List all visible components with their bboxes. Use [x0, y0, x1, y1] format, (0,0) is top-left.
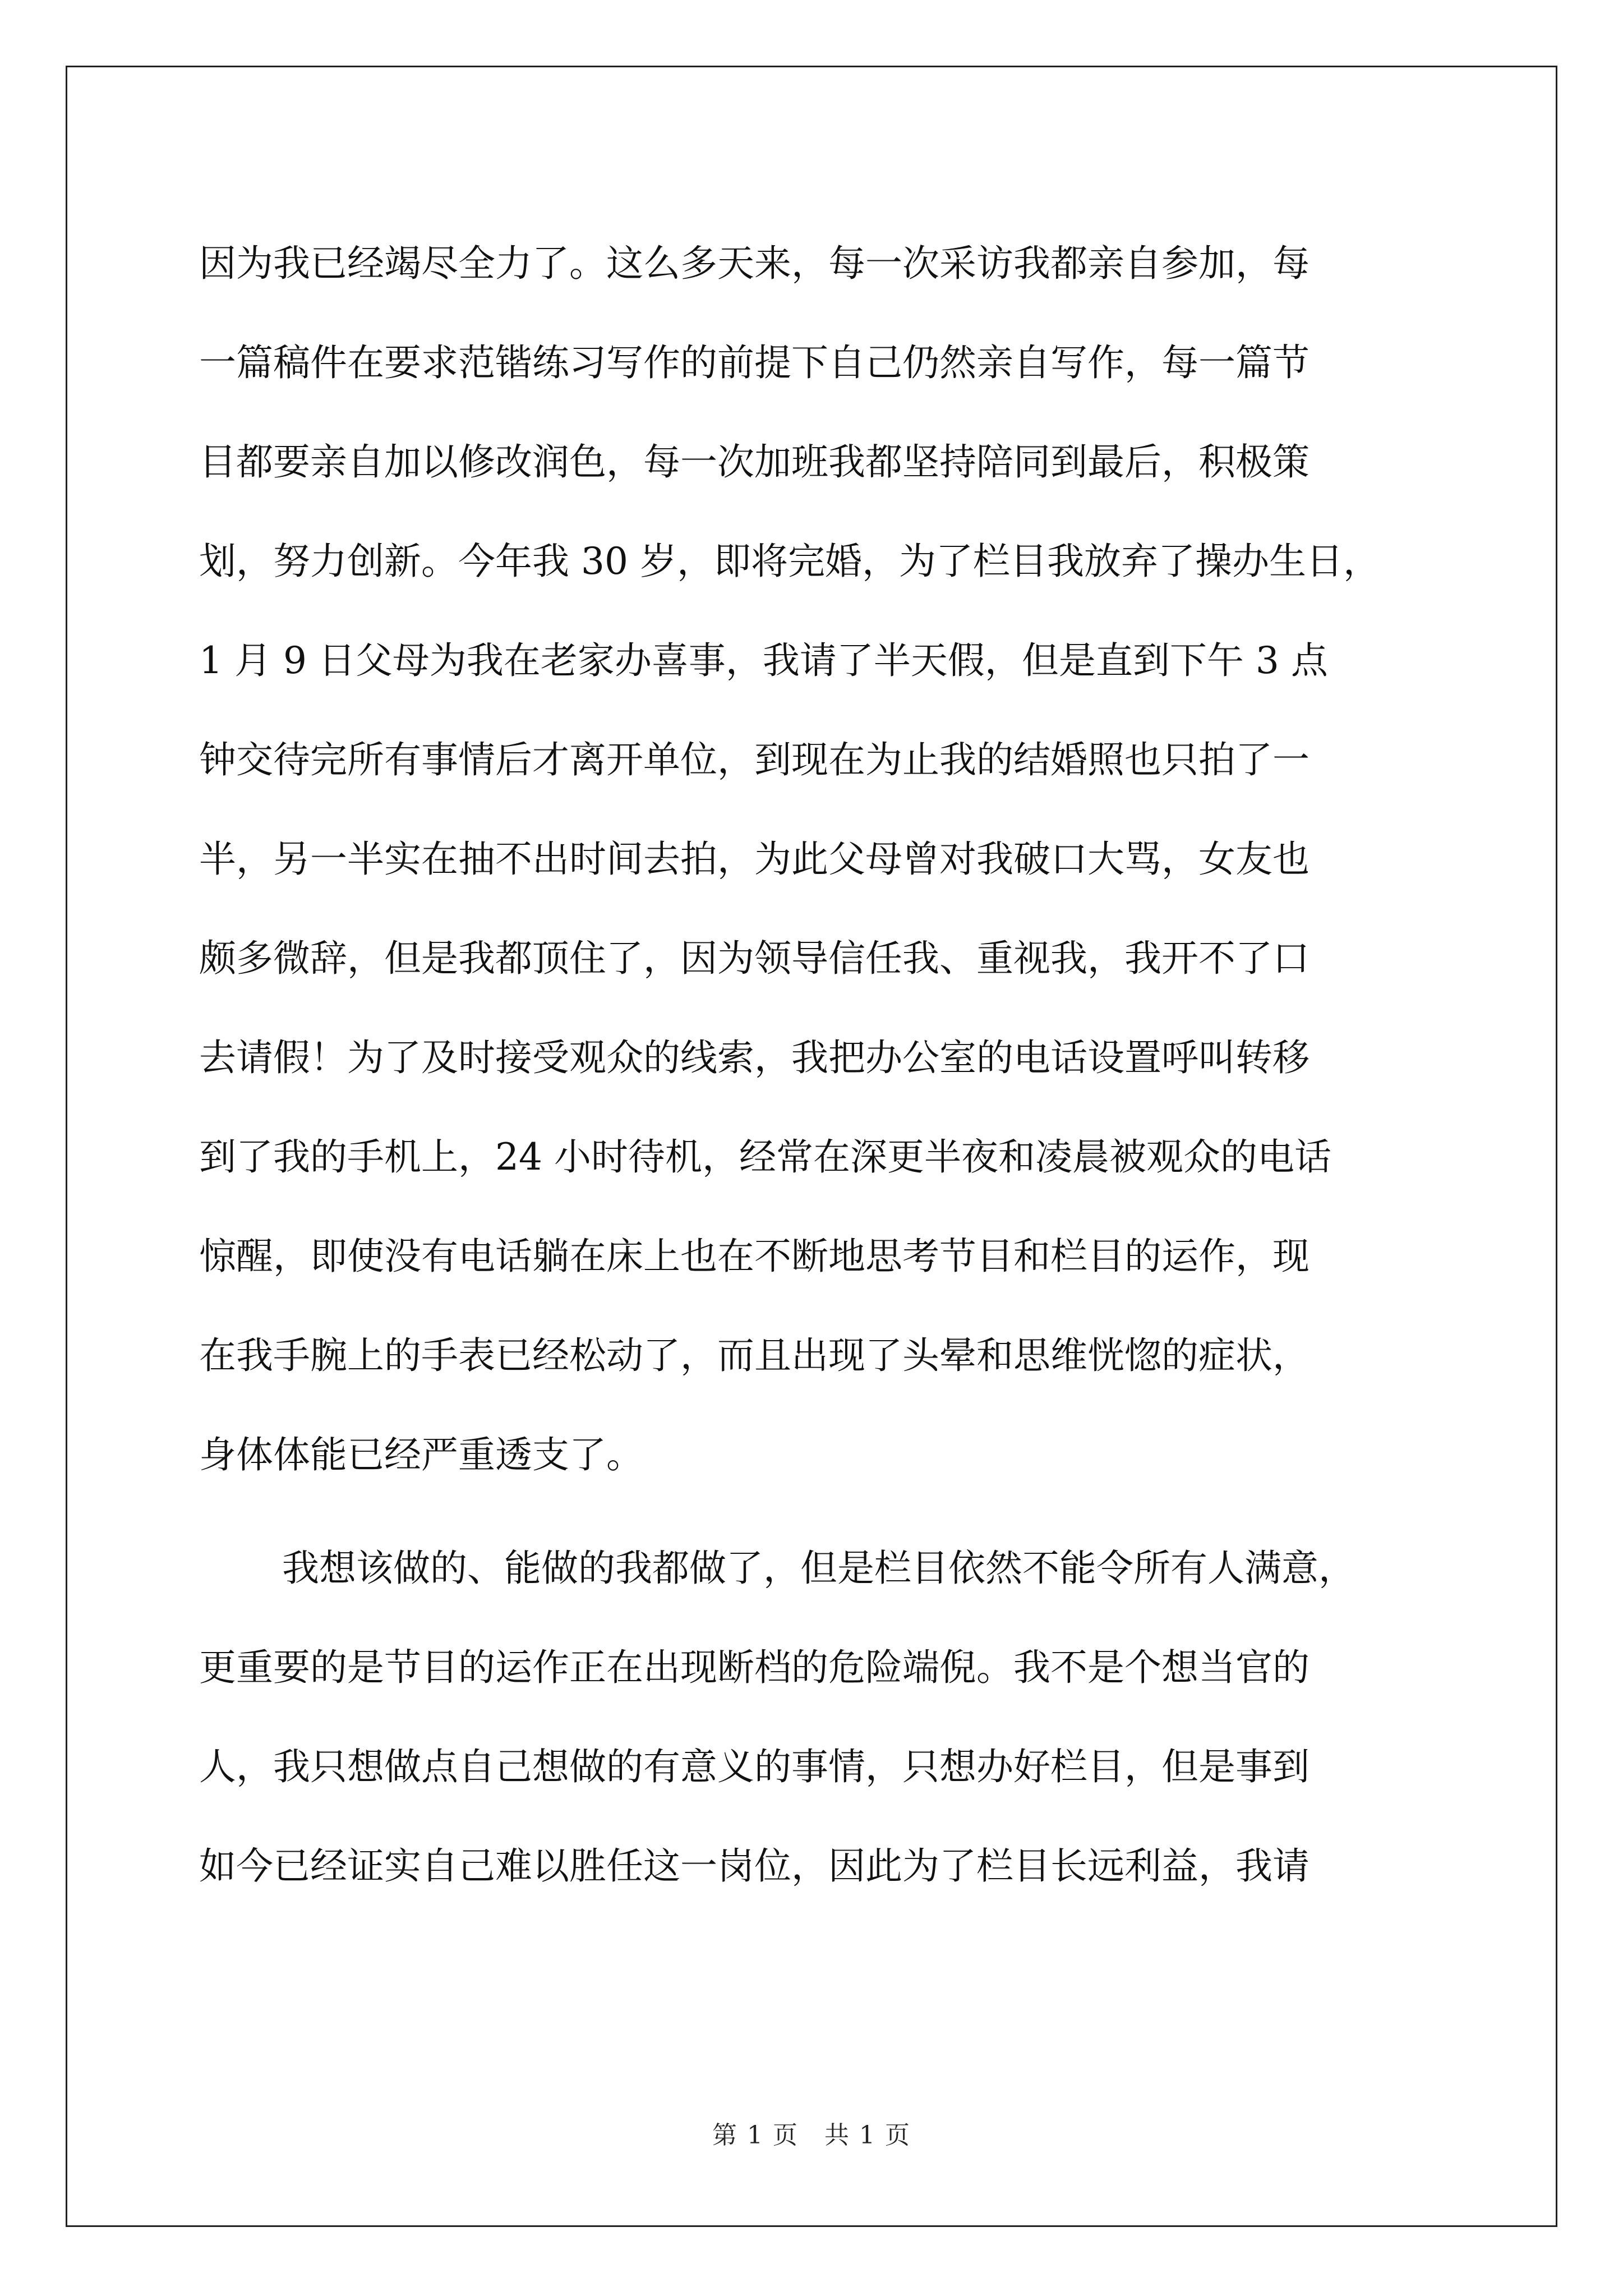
- text-line: 惊醒，即使没有电话躺在床上也在不断地思考节目和栏目的运作，现: [199, 1235, 1310, 1278]
- paragraph-2: [199, 1515, 1424, 1912]
- text-line: 到了我的手机上，24 小时待机，经常在深更半夜和凌晨被观众的电话: [199, 1135, 1331, 1179]
- paragraph-spacer: [199, 1501, 1424, 1515]
- text-line: 身体体能已经严重透支了。: [199, 1433, 643, 1476]
- text-line: 一篇稿件在要求范锴练习写作的前提下自己仍然亲自写作，每一篇节: [199, 341, 1310, 384]
- text-line: 我想该做的、能做的我都做了，但是栏目依然不能令所有人满意，: [282, 1547, 1355, 1590]
- text-line: 颇多微辞，但是我都顶住了，因为领导信任我、重视我，我开不了口: [199, 937, 1310, 980]
- text-line: 如今已经证实自己难以胜任这一岗位，因此为了栏目长远利益，我请: [199, 1844, 1310, 1888]
- document-body: [199, 210, 1424, 1912]
- text-line: 目都要亲自加以修改润色，每一次加班我都坚持陪同到最后，积极策: [199, 440, 1310, 484]
- paragraph-1: [199, 210, 1424, 1501]
- page-number-footer: 第 1 页 共 1 页: [712, 2121, 911, 2150]
- text-line: 半，另一半实在抽不出时间去拍，为此父母曾对我破口大骂，女友也: [199, 838, 1310, 881]
- text-line: 因为我已经竭尽全力了。这么多天来，每一次采访我都亲自参加，每: [199, 242, 1310, 285]
- text-line: 划，努力创新。今年我 30 岁，即将完婚，为了栏目我放弃了操办生日，: [199, 540, 1380, 583]
- text-line: 1 月 9 日父母为我在老家办喜事，我请了半天假，但是直到下午 3 点: [199, 639, 1328, 682]
- text-line: 人，我只想做点自己想做的有意义的事情，只想办好栏目，但是事到: [199, 1745, 1310, 1788]
- text-line: 更重要的是节目的运作正在出现断档的危险端倪。我不是个想当官的: [199, 1646, 1310, 1689]
- text-line: 去请假！为了及时接受观众的线索，我把办公室的电话设置呼叫转移: [199, 1036, 1310, 1079]
- text-line: 钟交待完所有事情后才离开单位，到现在为止我的结婚照也只拍了一: [199, 738, 1310, 781]
- text-line: 在我手腕上的手表已经松动了，而且出现了头晕和思维恍惚的症状，: [199, 1334, 1310, 1377]
